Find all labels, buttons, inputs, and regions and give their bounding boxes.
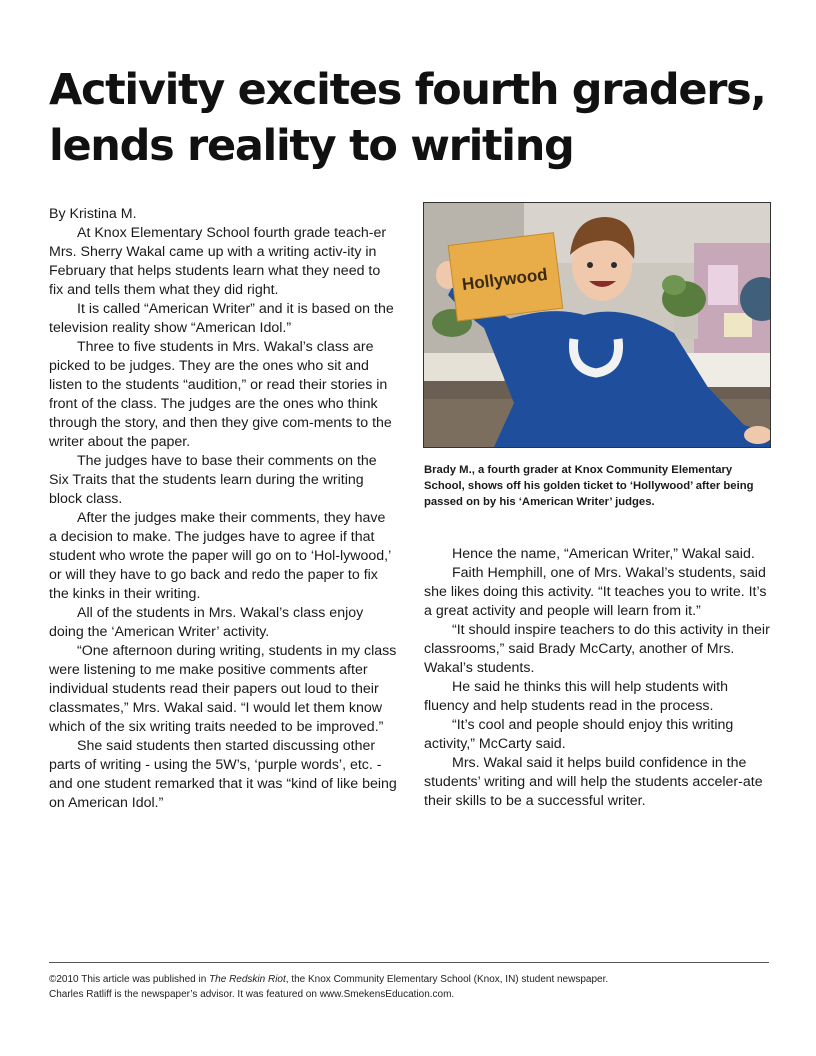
footer-divider [49,962,769,963]
paragraph: “It should inspire teachers to do this activity in their classrooms,” said Brady McCarty, another of Mrs. Wakal’s students. [424,622,770,676]
paragraph: At Knox Elementary School fourth grade teach-er Mrs. Sherry Wakal came up with a writing activ-ity in February that helps students learn what they need to fix and tells them what they did right. [49,225,387,298]
paragraph: Faith Hemphill, one of Mrs. Wakal’s students, said she likes doing this activity. “It teaches you to write. It’s a great activity and people will learn from it.” [424,565,767,619]
publication-name: The Redskin Riot [209,974,286,985]
photo-illustration [424,203,770,447]
footer-text: , the Knox Community Elementary School (Knox, IN) student newspaper. [285,974,609,985]
sign-text: Hollywood [460,264,549,295]
photo-caption: Brady M., a fourth grader at Knox Community Elementary School, shows off his golden ticket to ‘Hollywood’ after being passed on by his ‘American Writer’ judges. [424,464,754,508]
headline [49,62,789,174]
paragraph: It is called “American Writer” and it is based on the television reality show “American Idol.” [49,301,394,336]
footer-advisor-line: Charles Ratliff is the newspaper’s advisor. It was featured on www.SmekensEducation.com. [49,989,455,1000]
article-column-left [49,205,397,813]
footer-text: This article was published in [78,974,210,985]
footer-note [49,972,769,1002]
copyright-notice: ©2010 [49,974,79,985]
paragraph: “It’s cool and people should enjoy this writing activity,” McCarty said. [424,717,734,752]
paragraph: Mrs. Wakal said it helps build confidence in the students’ writing and will help the students acceler-ate their skills to be a successful writer. [424,755,763,809]
headline-line-1: Activity excites fourth graders, [49,65,766,115]
paragraph: He said he thinks this will help students with fluency and help students read in the process. [424,679,729,714]
paragraph: She said students then started discussing other parts of writing - using the 5W’s, ‘purple words’, etc. - and one student remarked that it was “kind of like being on American Idol.” [49,738,397,811]
paragraph: All of the students in Mrs. Wakal’s class enjoy doing the ‘American Writer’ activity. [49,605,364,640]
photo-brady-hollywood-ticket [423,202,771,448]
paragraph: The judges have to base their comments on the Six Traits that the students learn during the writing block class. [49,453,377,507]
paragraph: “One afternoon during writing, students in my class were listening to me make positive comments after individual students read their papers out loud to their classmates,” Mrs. Wakal said. “I would let them know which of the six writing traits needed to be improved.” [49,643,397,735]
headline-line-2: lends reality to writing [49,121,574,171]
paragraph: After the judges make their comments, they have a decision to make. The judges have to agree if that student who wrote the paper will go on to ‘Hol-lywood,’ or will they have to go back and redo the paper to fix the kinks in their writing. [49,510,391,602]
paragraph: Three to five students in Mrs. Wakal’s class are picked to be judges. They are the ones who sit and listen to the students “audition,” or read their stories in front of the class. The judges are the ones who think through the story, and then they give com-ments to the writer about the paper. [49,339,392,450]
article-column-right [424,545,770,811]
paragraph: Hence the name, “American Writer,” Wakal said. [452,546,755,562]
byline: By Kristina M. [49,206,137,222]
